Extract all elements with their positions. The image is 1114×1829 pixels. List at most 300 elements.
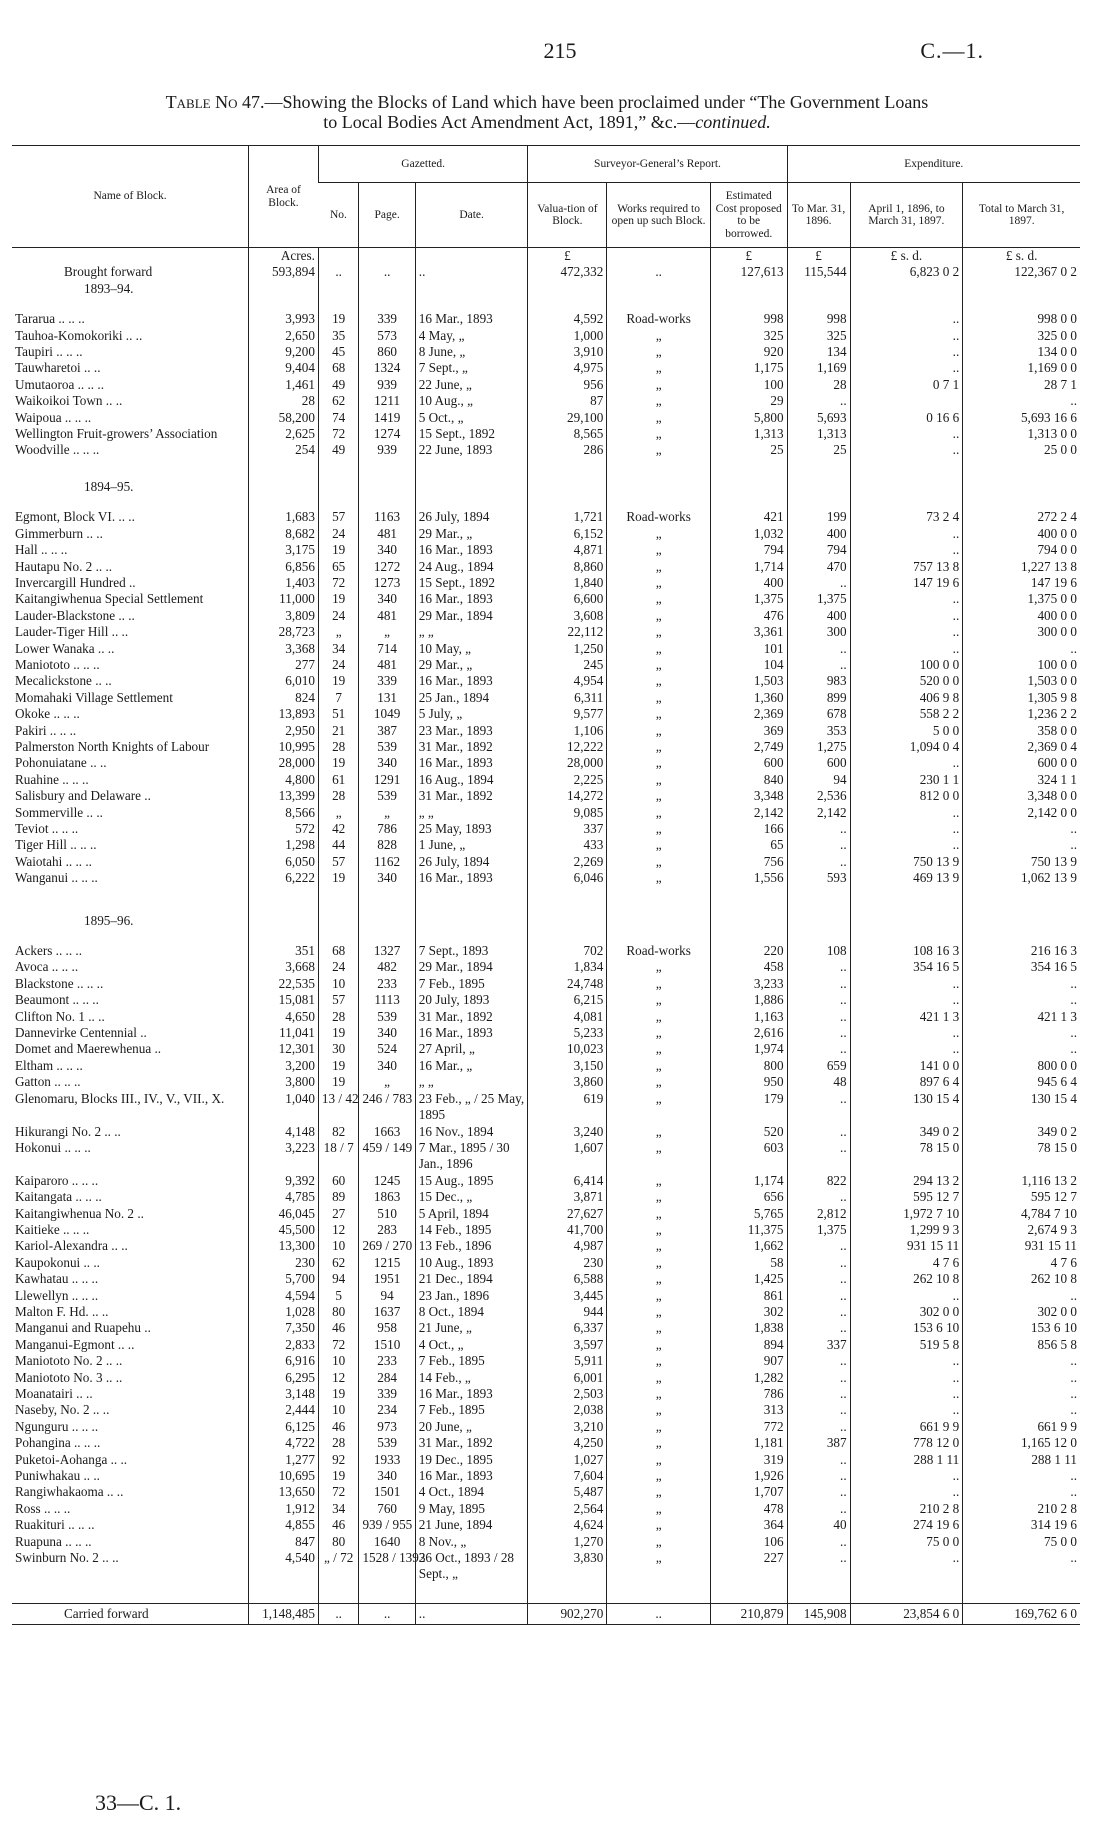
cell-page: 539 <box>359 1435 415 1451</box>
cell-area: 4,148 <box>249 1124 319 1140</box>
spacer-cell <box>850 297 963 311</box>
table-row <box>12 509 1080 525</box>
cell-val: 14,272 <box>528 788 607 804</box>
cell-works: „ <box>607 608 711 624</box>
cell-page: 1933 <box>359 1452 415 1468</box>
cell-tomar: .. <box>787 657 850 673</box>
cell-tomar: .. <box>787 1238 850 1254</box>
cell-date: 23 Jan., 1896 <box>415 1288 528 1304</box>
year-heading-row <box>12 281 1080 297</box>
cell-est: 319 <box>710 1452 787 1468</box>
cell-tomar: 337 <box>787 1337 850 1353</box>
cell-works: „ <box>607 1468 711 1484</box>
cell-date: „ „ <box>415 805 528 821</box>
cell-area: 3,148 <box>249 1386 319 1402</box>
cell-est: 104 <box>710 657 787 673</box>
cell-name: Ackers .. .. .. <box>15 943 83 959</box>
cell-no: 24 <box>318 608 359 624</box>
cell-page: 1215 <box>359 1255 415 1271</box>
empty-cell <box>850 913 963 929</box>
cell-works: „ <box>607 393 711 409</box>
cell-date: 16 Mar., 1893 <box>415 542 528 558</box>
cell-name: Waikoikoi Town .. .. <box>15 393 123 409</box>
cell-est: 1,163 <box>710 1009 787 1025</box>
cell-area: 351 <box>249 943 319 959</box>
cell-no: 28 <box>318 1009 359 1025</box>
cell-works: „ <box>607 1041 711 1057</box>
cell-val: 433 <box>528 837 607 853</box>
table-row <box>12 328 1080 344</box>
spacer-cell <box>963 459 1080 479</box>
spacer-cell <box>850 1583 963 1604</box>
cell-no: 19 <box>318 1058 359 1074</box>
cell-date: 16 Aug., 1894 <box>415 772 528 788</box>
spacer-cell <box>963 929 1080 943</box>
cell-est: 400 <box>710 575 787 591</box>
cell-total: 288 1 11 <box>963 1452 1080 1468</box>
cell-page: 1113 <box>359 992 415 1008</box>
cell-tomar: 48 <box>787 1074 850 1090</box>
cell-works: Road-works <box>607 509 711 525</box>
cell-works: Road-works <box>607 311 711 327</box>
cell-april: .. <box>850 360 963 376</box>
cell-name: Lower Wanaka .. .. <box>15 640 115 656</box>
cell-val: 3,608 <box>528 608 607 624</box>
table-row <box>12 992 1080 1008</box>
header-estimated: Estimated Cost proposed to be borrowed. <box>710 183 787 248</box>
cell-total: 1,503 0 0 <box>963 673 1080 689</box>
cell-april: 812 0 0 <box>850 788 963 804</box>
cell-no: 68 <box>318 943 359 959</box>
cell-date: 16 Mar., „ <box>415 1058 528 1074</box>
cell-name: Hokonui .. .. .. <box>15 1139 91 1155</box>
cell-val: 3,240 <box>528 1124 607 1140</box>
spacer-cell <box>318 1583 359 1604</box>
cell-area: 13,650 <box>249 1484 319 1500</box>
year-heading-row <box>12 479 1080 495</box>
cell-page: 510 <box>359 1206 415 1222</box>
table-row <box>12 526 1080 542</box>
cell-total: 272 2 4 <box>963 509 1080 525</box>
cell-val: 3,445 <box>528 1288 607 1304</box>
cell-works: „ <box>607 1173 711 1189</box>
cell-name: Pohonuiatane .. .. <box>15 755 107 771</box>
table-row <box>12 959 1080 975</box>
table-row <box>12 657 1080 673</box>
cell-date: 1 June, „ <box>415 837 528 853</box>
cell-page: 539 <box>359 739 415 755</box>
cell-est: 11,375 <box>710 1222 787 1238</box>
cell-tomar: 2,142 <box>787 805 850 821</box>
spacer-cell <box>528 929 607 943</box>
cell-est: 2,749 <box>710 739 787 755</box>
cell-works: „ <box>607 788 711 804</box>
cell-total: 1,165 12 0 <box>963 1435 1080 1451</box>
cell-no: 19 <box>318 1386 359 1402</box>
empty-cell <box>415 479 528 495</box>
cell-page: 786 <box>359 821 415 837</box>
cell-tomar: .. <box>787 393 850 409</box>
table-row <box>12 805 1080 821</box>
header-name: Name of Block. <box>12 146 249 248</box>
cell-area: 10,995 <box>249 739 319 755</box>
cell-total: .. <box>963 1468 1080 1484</box>
table-row <box>12 1206 1080 1222</box>
empty-cell <box>787 281 850 297</box>
cell-est: 1,375 <box>710 591 787 607</box>
cell-date: 31 Mar., 1892 <box>415 788 528 804</box>
cell-works: „ <box>607 328 711 344</box>
cell-area: 7,350 <box>249 1320 319 1336</box>
cell-name: Invercargill Hundred .. <box>15 574 136 590</box>
cell-date: 16 Mar., 1893 <box>415 673 528 689</box>
cell-area: 9,200 <box>249 344 319 360</box>
cell-est: 1,174 <box>710 1173 787 1189</box>
cell-april: 4 7 6 <box>850 1255 963 1271</box>
cell-april: .. <box>850 821 963 837</box>
cell-tomar: 25 <box>787 442 850 458</box>
cell-est: 1,175 <box>710 360 787 376</box>
cell-total: 358 0 0 <box>963 723 1080 739</box>
cell-val: 1,106 <box>528 723 607 739</box>
cell-page: 1528 / 1393 <box>359 1550 415 1583</box>
cell-works: „ <box>607 1501 711 1517</box>
cell-april: .. <box>850 542 963 558</box>
cell-name: Gatton .. .. .. <box>15 1074 81 1090</box>
cell-april: 421 1 3 <box>850 1009 963 1025</box>
cell-works: „ <box>607 575 711 591</box>
blocks-table <box>12 145 1080 1625</box>
cell-tomar: 145,908 <box>787 1603 850 1624</box>
cell-no: 19 <box>318 1468 359 1484</box>
spacer-cell <box>787 929 850 943</box>
empty-cell <box>787 913 850 929</box>
cell-date: 31 Mar., 1892 <box>415 739 528 755</box>
cell-val: 27,627 <box>528 1206 607 1222</box>
cell-name: Waipoua .. .. .. <box>15 409 92 425</box>
cell-val: 4,871 <box>528 542 607 558</box>
cell-april: 354 16 5 <box>850 959 963 975</box>
spacer-cell <box>850 495 963 509</box>
cell-page: 1637 <box>359 1304 415 1320</box>
spacer-cell <box>318 887 359 913</box>
cell-area: 3,175 <box>249 542 319 558</box>
spacer-cell <box>710 495 787 509</box>
units-row <box>12 248 1080 265</box>
cell-tomar: 470 <box>787 559 850 575</box>
cell-est: 458 <box>710 959 787 975</box>
cell-name: Kaitieke .. .. .. <box>15 1221 90 1237</box>
cell-works: „ <box>607 1271 711 1287</box>
cell-val: 3,871 <box>528 1189 607 1205</box>
cell-est: 1,032 <box>710 526 787 542</box>
cell-no: 65 <box>318 559 359 575</box>
cell-val: 2,269 <box>528 854 607 870</box>
cell-works: „ <box>607 992 711 1008</box>
cell-est: 127,613 <box>710 264 787 280</box>
cell-no: 94 <box>318 1271 359 1287</box>
spacer-cell <box>12 887 249 913</box>
cell-april: 274 19 6 <box>850 1517 963 1533</box>
table-row <box>12 377 1080 393</box>
cell-works: „ <box>607 1238 711 1254</box>
cell-est: 5,765 <box>710 1206 787 1222</box>
cell-area: 8,566 <box>249 805 319 821</box>
cell-total: 300 0 0 <box>963 624 1080 640</box>
cell-name: Glenomaru, Blocks III., IV., V., VII., X. <box>15 1090 225 1106</box>
table-row <box>12 739 1080 755</box>
cell-page: 481 <box>359 526 415 542</box>
cell-no: 19 <box>318 870 359 886</box>
cell-val: 24,748 <box>528 976 607 992</box>
spacer-row <box>12 1583 1080 1604</box>
cell-no: 35 <box>318 328 359 344</box>
cell-page: „ <box>359 1074 415 1090</box>
cell-works: „ <box>607 1550 711 1583</box>
spacer-cell <box>415 459 528 479</box>
cell-works: „ <box>607 673 711 689</box>
cell-area: 2,444 <box>249 1402 319 1418</box>
cell-val: 12,222 <box>528 739 607 755</box>
spacer-cell <box>850 459 963 479</box>
cell-val: 4,624 <box>528 1517 607 1533</box>
cell-date: 14 Feb., 1895 <box>415 1222 528 1238</box>
cell-april: 141 0 0 <box>850 1058 963 1074</box>
cell-val: 472,332 <box>528 264 607 280</box>
cell-works: „ <box>607 837 711 853</box>
table-row <box>12 1124 1080 1140</box>
cell-works: „ <box>607 772 711 788</box>
spacer-cell <box>359 1583 415 1604</box>
table-row <box>12 837 1080 853</box>
cell-april: 210 2 8 <box>850 1501 963 1517</box>
cell-total: 600 0 0 <box>963 755 1080 771</box>
cell-date: „ „ <box>415 1074 528 1090</box>
cell-est: 1,662 <box>710 1238 787 1254</box>
cell-tomar: 40 <box>787 1517 850 1533</box>
cell-date: 13 Feb., 1896 <box>415 1238 528 1254</box>
units-val: £ <box>528 248 607 265</box>
cell-val: 5,233 <box>528 1025 607 1041</box>
cell-est: 478 <box>710 1501 787 1517</box>
cell-val: 2,225 <box>528 772 607 788</box>
cell-no: 72 <box>318 1484 359 1500</box>
year-heading-row <box>12 913 1080 929</box>
spacer-cell <box>415 887 528 913</box>
cell-page: 233 <box>359 976 415 992</box>
table-row <box>12 1435 1080 1451</box>
cell-works: „ <box>607 959 711 975</box>
cell-tomar: 325 <box>787 328 850 344</box>
table-row <box>12 1140 1080 1173</box>
spacer-cell <box>607 1583 711 1604</box>
cell-date: 7 Mar., 1895 / 30 Jan., 1896 <box>415 1140 528 1173</box>
cell-est: 1,838 <box>710 1320 787 1336</box>
cell-total: .. <box>963 1370 1080 1386</box>
spacer-cell <box>359 459 415 479</box>
cell-date: 8 June, „ <box>415 344 528 360</box>
table-row <box>12 943 1080 959</box>
cell-april: 230 1 1 <box>850 772 963 788</box>
cell-name: Okoke .. .. .. <box>15 706 80 722</box>
cell-name: Manganui-Egmont .. .. <box>15 1336 135 1352</box>
cell-date: 25 Jan., 1894 <box>415 690 528 706</box>
cell-page: 1640 <box>359 1534 415 1550</box>
cell-val: 6,001 <box>528 1370 607 1386</box>
cell-works: „ <box>607 624 711 640</box>
cell-april: .. <box>850 608 963 624</box>
cell-tomar: .. <box>787 1288 850 1304</box>
cell-works: „ <box>607 1304 711 1320</box>
cell-val: 7,604 <box>528 1468 607 1484</box>
empty-cell <box>528 281 607 297</box>
cell-val: 29,100 <box>528 410 607 426</box>
cell-works: „ <box>607 723 711 739</box>
cell-date: 4 Oct., „ <box>415 1337 528 1353</box>
cell-page: 939 <box>359 442 415 458</box>
cell-april: 5 0 0 <box>850 723 963 739</box>
cell-page: 1274 <box>359 426 415 442</box>
cell-est: 166 <box>710 821 787 837</box>
cell-name: Teviot .. .. .. <box>15 821 79 836</box>
cell-no: 12 <box>318 1222 359 1238</box>
cell-date: 5 July, „ <box>415 706 528 722</box>
cell-tomar: .. <box>787 1140 850 1173</box>
cell-works: Road-works <box>607 943 711 959</box>
cell-page: 973 <box>359 1419 415 1435</box>
spacer-cell <box>359 495 415 509</box>
table-row <box>12 1255 1080 1271</box>
table-row <box>12 690 1080 706</box>
spacer-cell <box>249 887 319 913</box>
spacer-cell <box>963 1583 1080 1604</box>
cell-page: 939 / 955 <box>359 1517 415 1533</box>
empty-cell <box>359 913 415 929</box>
header-area: Area of Block. <box>249 146 319 248</box>
cell-date: 15 Aug., 1895 <box>415 1173 528 1189</box>
spacer-row <box>12 495 1080 509</box>
cell-area: 6,050 <box>249 854 319 870</box>
cell-area: 4,650 <box>249 1009 319 1025</box>
table-row <box>12 591 1080 607</box>
table-row <box>12 1173 1080 1189</box>
cell-no: 44 <box>318 837 359 853</box>
cell-area: 6,916 <box>249 1353 319 1369</box>
cell-date: 20 July, 1893 <box>415 992 528 1008</box>
cell-no: 27 <box>318 1206 359 1222</box>
cell-est: 100 <box>710 377 787 393</box>
cell-area: 3,993 <box>249 311 319 327</box>
cell-total: 661 9 9 <box>963 1419 1080 1435</box>
table-row <box>12 1238 1080 1254</box>
cell-val: 4,250 <box>528 1435 607 1451</box>
cell-val: 6,046 <box>528 870 607 886</box>
spacer-cell <box>710 887 787 913</box>
table-row <box>12 1517 1080 1533</box>
cell-est: 656 <box>710 1189 787 1205</box>
table-row <box>12 575 1080 591</box>
cell-name: Kaitangata .. .. .. <box>15 1189 102 1205</box>
cell-name: Brought forward <box>64 264 153 280</box>
units-area: Acres. <box>249 248 319 265</box>
cell-val: 87 <box>528 393 607 409</box>
cell-area: 2,625 <box>249 426 319 442</box>
cell-no: 10 <box>318 1353 359 1369</box>
cell-page: 1245 <box>359 1173 415 1189</box>
cell-name: Pakiri .. .. .. <box>15 722 77 738</box>
cell-total: 595 12 7 <box>963 1189 1080 1205</box>
cell-page: 340 <box>359 870 415 886</box>
cell-name: Manganui and Ruapehu .. <box>15 1320 151 1336</box>
cell-total: 169,762 6 0 <box>963 1603 1080 1624</box>
cell-date: 16 Mar., 1893 <box>415 1468 528 1484</box>
cell-est: 800 <box>710 1058 787 1074</box>
cell-works: „ <box>607 1009 711 1025</box>
cell-name: Lauder-Tiger Hill .. .. <box>15 624 129 640</box>
spacer-cell <box>249 1583 319 1604</box>
cell-works: „ <box>607 542 711 558</box>
cell-april: 147 19 6 <box>850 575 963 591</box>
cell-est: 1,181 <box>710 1435 787 1451</box>
cell-date: 9 May, 1895 <box>415 1501 528 1517</box>
cell-date: 7 Sept., 1893 <box>415 943 528 959</box>
cell-name: Carried forward <box>12 1603 249 1624</box>
cell-area: 4,722 <box>249 1435 319 1451</box>
spacer-cell <box>318 495 359 509</box>
cell-tomar: .. <box>787 1025 850 1041</box>
spacer-cell <box>359 297 415 311</box>
cell-est: 603 <box>710 1140 787 1173</box>
cell-works: „ <box>607 976 711 992</box>
cell-area: 3,800 <box>249 1074 319 1090</box>
table-row <box>12 1058 1080 1074</box>
cell-april: 558 2 2 <box>850 706 963 722</box>
cell-date: 10 Aug., „ <box>415 393 528 409</box>
cell-no: 24 <box>318 959 359 975</box>
cell-total: .. <box>963 1041 1080 1057</box>
table-row <box>12 1419 1080 1435</box>
cell-total: 302 0 0 <box>963 1304 1080 1320</box>
cell-page: 339 <box>359 1386 415 1402</box>
table-row <box>12 1501 1080 1517</box>
cell-val: 1,607 <box>528 1140 607 1173</box>
cell-total: 945 6 4 <box>963 1074 1080 1090</box>
cell-date: 8 Oct., 1894 <box>415 1304 528 1320</box>
cell-date: 15 Sept., 1892 <box>415 426 528 442</box>
table-row <box>12 772 1080 788</box>
cell-no: 68 <box>318 360 359 376</box>
empty-cell <box>249 913 319 929</box>
cell-val: 3,830 <box>528 1550 607 1583</box>
cell-name: Waiotahi .. .. .. <box>15 853 92 869</box>
cell-name: Tauhoa-Komokoriki .. .. <box>15 327 143 343</box>
cell-page: 1162 <box>359 854 415 870</box>
cell-works: „ <box>607 1320 711 1336</box>
cell-tomar: 678 <box>787 706 850 722</box>
cell-total: 1,169 0 0 <box>963 360 1080 376</box>
cell-april: 931 15 11 <box>850 1238 963 1254</box>
cell-april: 78 15 0 <box>850 1140 963 1173</box>
cell-works: „ <box>607 442 711 458</box>
cell-total: 2,369 0 4 <box>963 739 1080 755</box>
units-page <box>359 248 415 265</box>
cell-est: 786 <box>710 1386 787 1402</box>
cell-name: Eltham .. .. .. <box>15 1057 83 1073</box>
cell-val: 4,592 <box>528 311 607 327</box>
cell-date: 31 Mar., 1892 <box>415 1435 528 1451</box>
cell-area: 2,833 <box>249 1337 319 1353</box>
cell-total: .. <box>963 1550 1080 1583</box>
